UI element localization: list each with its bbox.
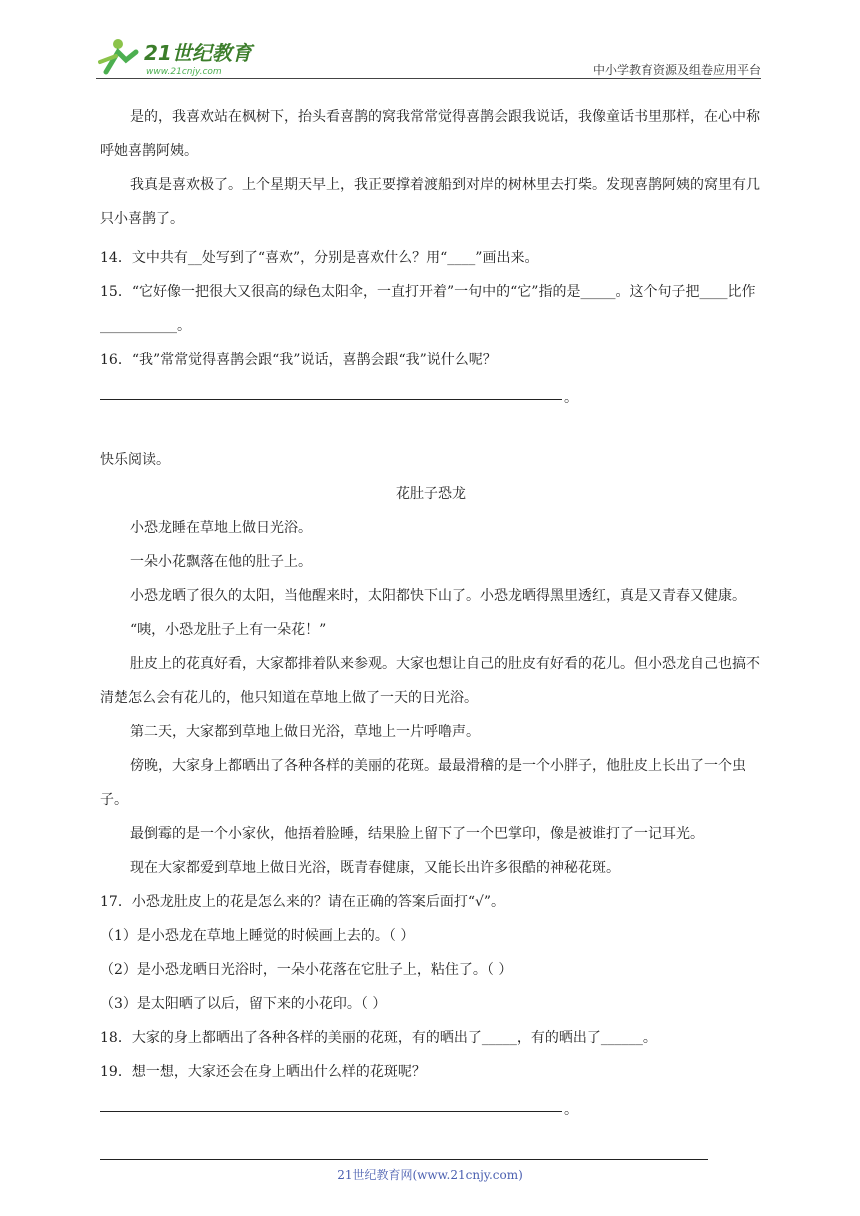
passage1-paragraph-1: 是的，我喜欢站在枫树下，抬头看喜鹊的窝我常常觉得喜鹊会跟我说话，我像童话书里那样，在心中称呼她喜鹊阿姨。 bbox=[100, 109, 760, 159]
question-14: 14．文中共有__处写到了“喜欢”，分别是喜欢什么？用“____”画出来。 bbox=[100, 250, 539, 266]
question-17-option-2: （2）是小恐龙晒日光浴时，一朵小花落在它肚子上，粘住了。（ ） bbox=[100, 962, 513, 978]
story-paragraph: 傍晚，大家身上都晒出了各种各样的美丽的花斑。最最滑稽的是一个小胖子，他肚皮上长出了一个虫子。 bbox=[100, 758, 746, 808]
platform-name: 中小学教育资源及组卷应用平台 bbox=[592, 63, 761, 77]
story-paragraph: 小恐龙睡在草地上做日光浴。 bbox=[130, 520, 312, 536]
story-paragraph: “咦，小恐龙肚子上有一朵花！” bbox=[130, 622, 327, 638]
svg-text:21世纪教育: 21世纪教育 bbox=[144, 41, 252, 65]
page-header bbox=[96, 30, 761, 80]
answer-blank bbox=[100, 1097, 562, 1112]
story-paragraph: 最倒霉的是一个小家伙，他捂着脸睡，结果脸上留下了一个巴掌印，像是被谁打了一记耳光。 bbox=[130, 826, 704, 842]
story-paragraph: 第二天，大家都到草地上做日光浴，草地上一片呼噜声。 bbox=[130, 724, 480, 740]
footer-divider bbox=[100, 1159, 708, 1160]
answer-period: 。 bbox=[564, 390, 578, 406]
footer-text: 21世纪教育网(www.21cnjy.com) bbox=[337, 1168, 523, 1182]
section-title: 快乐阅读。 bbox=[100, 452, 170, 468]
answer-blank bbox=[100, 385, 562, 400]
question-17-option-3: （3）是太阳晒了以后，留下来的小花印。（ ） bbox=[100, 996, 387, 1012]
story-paragraph: 现在大家都爱到草地上做日光浴，既青春健康，又能长出许多很酷的神秘花斑。 bbox=[130, 860, 620, 876]
question-17-option-1: （1）是小恐龙在草地上睡觉的时候画上去的。（ ） bbox=[100, 928, 415, 944]
story-paragraph: 小恐龙晒了很久的太阳，当他醒来时，太阳都快下山了。小恐龙晒得黑里透红，真是又青春又健康。 bbox=[130, 588, 746, 604]
header-divider bbox=[96, 78, 761, 79]
question-17: 17．小恐龙肚皮上的花是怎么来的？请在正确的答案后面打“√”。 bbox=[100, 894, 506, 910]
answer-line-16 bbox=[100, 377, 762, 411]
question-15: 15．“它好像一把很大又很高的绿色太阳伞，一直打开着”一句中的“它”指的是_____。这个句子把____比作___________。 bbox=[100, 284, 756, 334]
answer-period: 。 bbox=[564, 1102, 578, 1118]
question-16: 16．“我”常常觉得喜鹊会跟“我”说话，喜鹊会跟“我”说什么呢？ bbox=[100, 352, 497, 368]
svg-text:www.21cnjy.com: www.21cnjy.com bbox=[146, 67, 222, 77]
worksheet-content bbox=[100, 96, 762, 1123]
story-paragraph: 肚皮上的花真好看，大家都排着队来参观。大家也想让自己的肚皮有好看的花儿。但小恐龙自己也搞不清楚怎么会有花儿的，他只知道在草地上做了一天的日光浴。 bbox=[100, 656, 760, 706]
story-body bbox=[100, 511, 762, 885]
answer-line-19 bbox=[100, 1089, 762, 1123]
question-18: 18．大家的身上都晒出了各种各样的美丽的花斑，有的晒出了_____，有的晒出了______。 bbox=[100, 1030, 657, 1046]
story-title: 花肚子恐龙 bbox=[396, 486, 466, 502]
story-paragraph: 一朵小花飘落在他的肚子上。 bbox=[130, 554, 312, 570]
question-19: 19．想一想，大家还会在身上晒出什么样的花斑呢？ bbox=[100, 1064, 426, 1080]
passage1-paragraph-2: 我真是喜欢极了。上个星期天早上，我正要撑着渡船到对岸的树林里去打柴。发现喜鹊阿姨的窝里有几只小喜鹊了。 bbox=[100, 177, 760, 227]
21cnjy-logo bbox=[96, 30, 266, 80]
